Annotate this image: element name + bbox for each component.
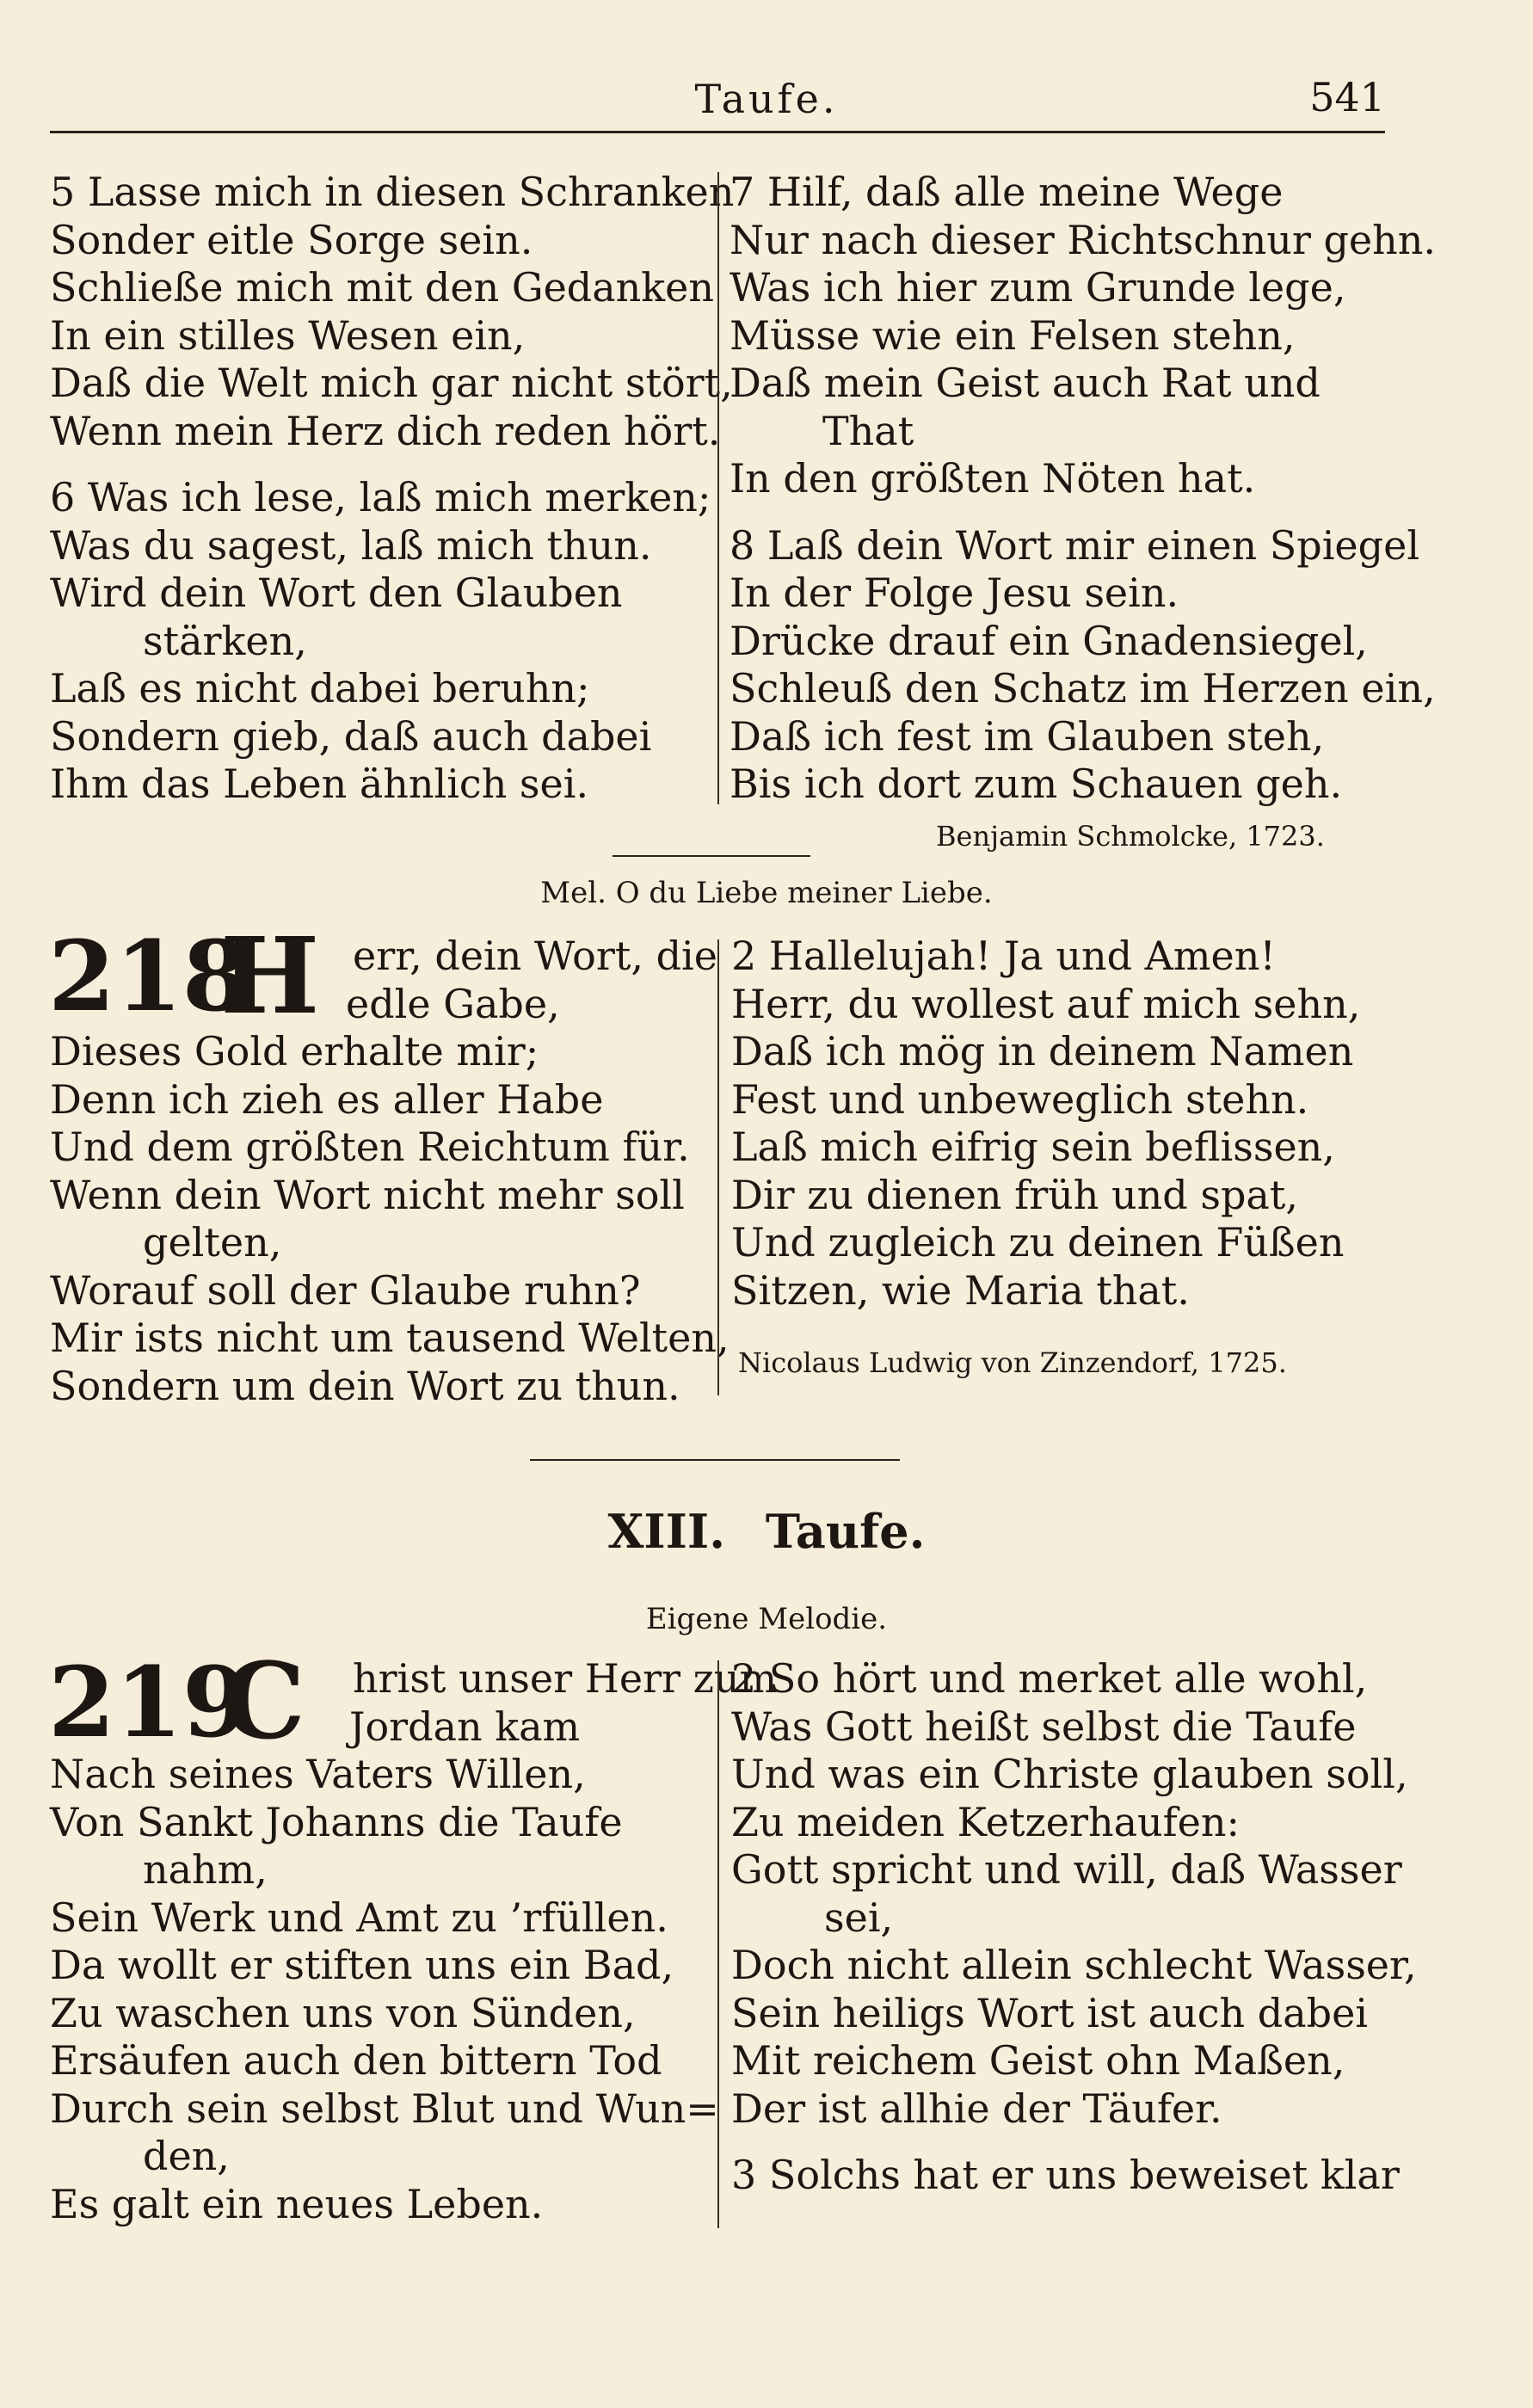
verse-line: nahm, [143,1846,268,1893]
stanza-6 [50,474,711,809]
hymn-218-stanza-1 [50,933,730,1410]
column-divider [717,939,719,1395]
section-title: Taufe. [765,1504,926,1559]
verse-line: Ersäufen auch den bittern Tod [50,2037,662,2084]
verse-line: Herr, du wollest auf mich sehn, [731,980,1361,1027]
hymn-number: 218 [48,921,249,1033]
verse-line: Wenn mein Herz dich reden hört. [50,407,721,454]
verse-line: 3 Solchs hat er uns beweiset klar [731,2152,1400,2198]
separator-rule [613,855,810,857]
running-title: Taufe. [694,76,839,122]
verse-line: Müsse wie ein Felsen stehn, [730,311,1296,359]
verse-line: Jordan kam [349,1703,581,1750]
verse-line: Mir ists nicht um tausend Welten, [50,1315,730,1361]
verse-line: Sitzen, wie Maria that. [731,1266,1190,1314]
verse-line: Nur nach dieser Richtschnur gehn. [730,216,1436,263]
hymn-219-stanza-1 [48,1647,778,2228]
verse-line: In der Folge Jesu sein. [730,570,1179,616]
verse-line: 2 Hallelujah! Ja und Amen! [731,933,1276,979]
top-right-column [730,169,1436,809]
hymn-218-stanza-2 [731,933,1394,1315]
verse-line: Dieses Gold erhalte mir; [50,1028,539,1075]
verse-line: Was ich hier zum Grunde lege, [730,264,1346,311]
verse-line: Laß mich eifrig sein beflissen, [731,1124,1335,1170]
verse-line: Sonder eitle Sorge sein. [50,216,533,263]
verse-line: 6 Was ich lese, laß mich merken; [50,474,711,520]
stanza-7 [730,169,1436,503]
melody-note: Eigene Melodie. [645,1602,888,1636]
verse-line: Denn ich zieh es aller Habe [50,1075,604,1123]
page-number: 541 [1309,74,1385,120]
column-divider [717,1660,719,2228]
hymn-number: 219 [48,1647,249,1759]
verse-line: 5 Lasse mich in diesen Schranken [50,169,735,215]
verse-line: Schließe mich mit den Gedanken [50,264,715,311]
verse-line: Sondern um dein Wort zu thun. [50,1362,680,1409]
section-heading [0,1504,1533,1559]
verse-line: Daß ich fest im Glauben steh, [730,712,1325,760]
column-divider [717,172,719,804]
verse-line: Fest und unbeweglich stehn. [731,1075,1309,1123]
verse-line: Der ist allhie der Täufer. [731,2085,1222,2132]
verse-line: 2 So hört und merket alle wohl, [731,1655,1368,1702]
verse-line: Wird dein Wort den Glauben [50,570,623,616]
section-numeral: XIII. [607,1504,725,1559]
verse-line: Sondern gieb, daß auch dabei [50,712,652,760]
verse-line: Da wollt er stiften uns ein Bad, [50,1942,674,1988]
drop-initial: C [222,1639,306,1763]
verse-line: sei, [824,1894,894,1941]
verse-line: gelten, [143,1219,282,1266]
verse-line: Was Gott heißt selbst die Taufe [731,1703,1357,1750]
verse-line: Drücke drauf ein Gnadensiegel, [730,617,1368,664]
verse-line: Gott spricht und will, daß Wasser [731,1846,1402,1893]
verse-line: Und dem größten Reichtum für. [50,1124,690,1170]
verse-line: Daß ich mög in deinem Namen [731,1028,1354,1075]
verse-line: den, [143,2133,230,2179]
stanza-5 [50,169,735,455]
verse-line: Daß mein Geist auch Rat und [730,360,1321,406]
verse-line: Es galt ein neues Leben. [50,2180,544,2227]
melody-note: Mel. O du Liebe meiner Liebe. [540,876,993,910]
verse-line: Was du sagest, laß mich thun. [50,521,652,569]
verse-line: Sein heiligs Wort ist auch dabei [731,1989,1369,2036]
verse-line: Dir zu dienen früh und spat, [731,1171,1298,1218]
verse-line: Zu meiden Ketzerhaufen: [731,1798,1241,1845]
verse-line: Laß es nicht dabei beruhn; [50,665,590,711]
verse-line: Zu waschen uns von Sünden, [50,1989,636,2036]
verse-line: Durch sein selbst Blut und Wun= [50,2085,719,2132]
author-credit: Benjamin Schmolcke, 1723. [936,820,1325,853]
verse-line: In den größten Nöten hat. [730,455,1256,502]
verse-line: Doch nicht allein schlecht Wasser, [731,1942,1417,1988]
verse-line: In ein stilles Wesen ein, [50,311,526,359]
verse-line: edle Gabe, [346,980,560,1027]
verse-line: hrist unser Herr zum [353,1655,778,1702]
verse-line: Sein Werk und Amt zu ’rfüllen. [50,1894,668,1941]
top-left-column [50,169,735,809]
verse-line: Nach seines Vaters Willen, [50,1751,586,1797]
verse-line: Ihm das Leben ähnlich sei. [50,761,589,807]
header-rule [50,131,1385,133]
verse-line: err, dein Wort, die [353,933,717,979]
verse-line: Von Sankt Johanns die Taufe [50,1798,623,1845]
drop-initial: H [220,914,320,1038]
verse-line: 8 Laß dein Wort mir einen Spiegel [730,521,1420,569]
verse-line: Daß die Welt mich gar nicht stört, [50,360,733,406]
author-credit: Nicolaus Ludwig von Zinzendorf, 1725. [738,1346,1287,1379]
verse-line: stärken, [143,617,307,664]
section-rule [530,1459,900,1461]
verse-line: Schleuß den Schatz im Herzen ein, [730,665,1436,711]
verse-line: Und zugleich zu deinen Füßen [731,1219,1345,1266]
stanza-8 [730,521,1436,809]
verse-line: 7 Hilf, daß alle meine Wege [730,169,1284,215]
hymn-219-stanza-2 [731,1655,1417,2200]
verse-line: Bis ich dort zum Schauen geh. [730,761,1343,807]
verse-line: Wenn dein Wort nicht mehr soll [50,1171,685,1218]
verse-line: Mit reichem Geist ohn Maßen, [731,2037,1345,2084]
verse-line: That [822,407,914,454]
verse-line: Worauf soll der Glaube ruhn? [50,1266,641,1314]
verse-line: Und was ein Christe glauben soll, [731,1751,1408,1797]
